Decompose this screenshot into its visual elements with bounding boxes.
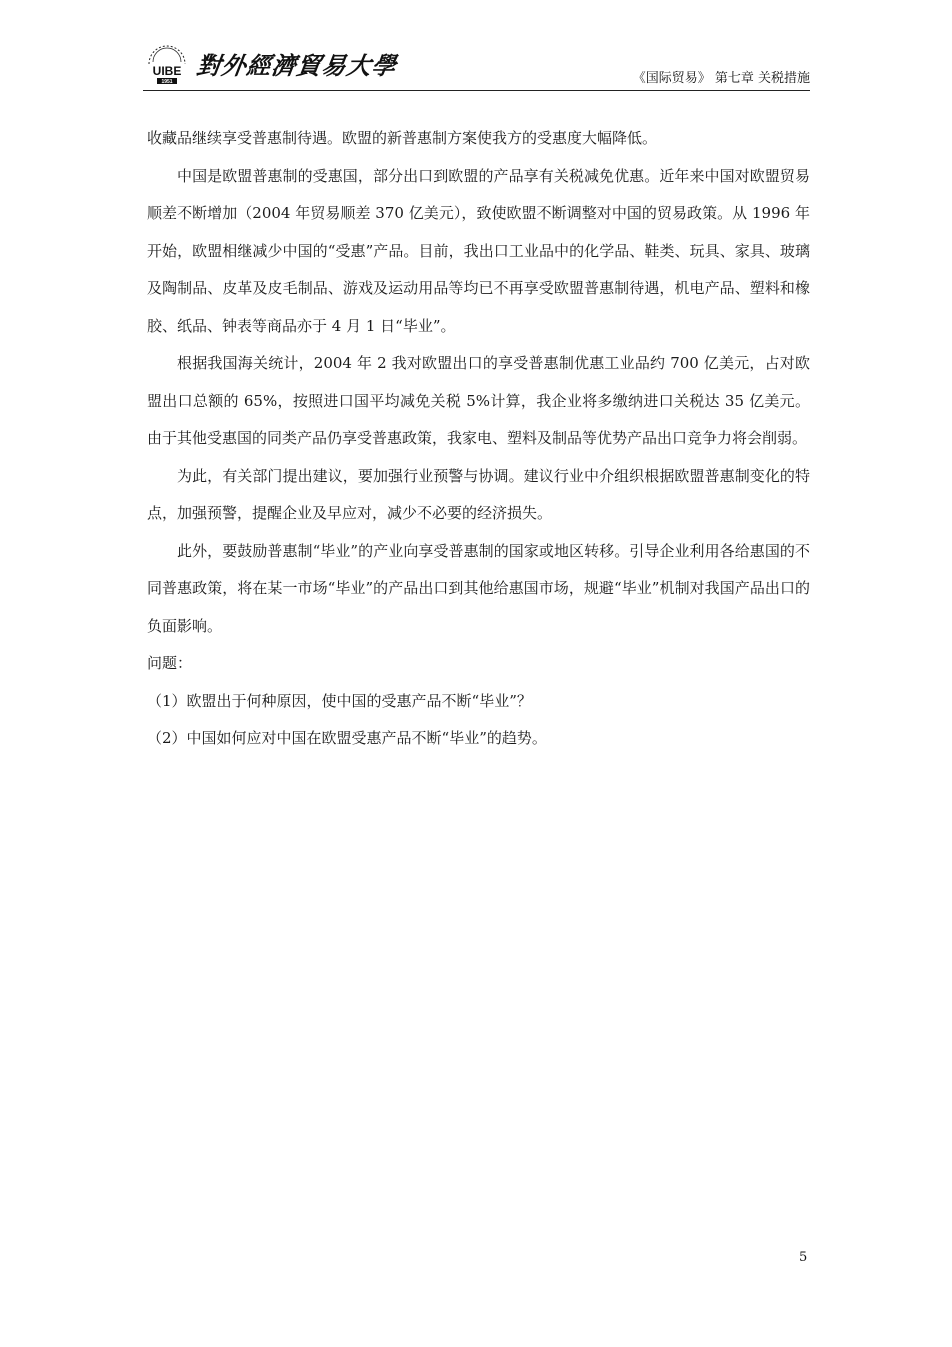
- page-number: 5: [799, 1250, 808, 1265]
- question-item: （1）欧盟出于何种原因，使中国的受惠产品不断“毕业”？: [147, 691, 532, 710]
- questions-label: 问题：: [147, 654, 193, 672]
- svg-text:UIBE: UIBE: [152, 64, 182, 78]
- page-header: [143, 40, 810, 91]
- document-body: [147, 120, 810, 758]
- school-name: 對外經濟貿易大學: [194, 51, 399, 80]
- question-item: （2）中国如何应对中国在欧盟受惠产品不断“毕业”的趋势。: [147, 729, 547, 747]
- university-logo-icon: [143, 40, 191, 86]
- course-chapter-title: 《国际贸易》 第七章 关税措施: [632, 71, 810, 86]
- paragraph: 收藏品继续享受普惠制待遇。欧盟的新普惠制方案使我方的受惠度大幅降低。: [147, 129, 658, 147]
- paragraph: 为此，有关部门提出建议，要加强行业预警与协调。建议行业中介组织根据欧盟普惠制变化的特点，加强预警，提醒企业及早应对，减少不必要的经济损失。: [147, 466, 810, 522]
- paragraph: 中国是欧盟普惠制的受惠国，部分出口到欧盟的产品享有关税减免优惠。近年来中国对欧盟贸易顺差不断增加（2004 年贸易顺差 370 亿美元），致使欧盟不断调整对中国的贸易政策。从 1996 年开始，欧盟相继减少中国的“受惠”产品。目前，我出口工业品中的化学品、鞋类、玩具、家具、玻璃及陶制品、皮革及皮毛制品、游戏及运动用品等均已不再享受欧盟普惠制待遇，机电产品、塑料和橡胶、纸品、钟表等商品亦于 4 月 1 日“毕业”。: [147, 166, 810, 335]
- university-logo: [143, 40, 191, 86]
- paragraph: 此外，要鼓励普惠制“毕业”的产业向享受普惠制的国家或地区转移。引导企业利用各给惠国的不同普惠政策，将在某一市场“毕业”的产品出口到其他给惠国市场，规避“毕业”机制对我国产品出口的负面影响。: [147, 541, 810, 635]
- svg-text:1951: 1951: [161, 79, 173, 85]
- paragraph: 根据我国海关统计，2004 年 2 我对欧盟出口的享受普惠制优惠工业品约 700 亿美元，占对欧盟出口总额的 65%，按照进口国平均减免关税 5%计算，我企业将多缴纳进口关税达 35 亿美元。由于其他受惠国的同类产品仍享受普惠政策，我家电、塑料及制品等优势产品出口竞争力将会削弱。: [147, 354, 810, 447]
